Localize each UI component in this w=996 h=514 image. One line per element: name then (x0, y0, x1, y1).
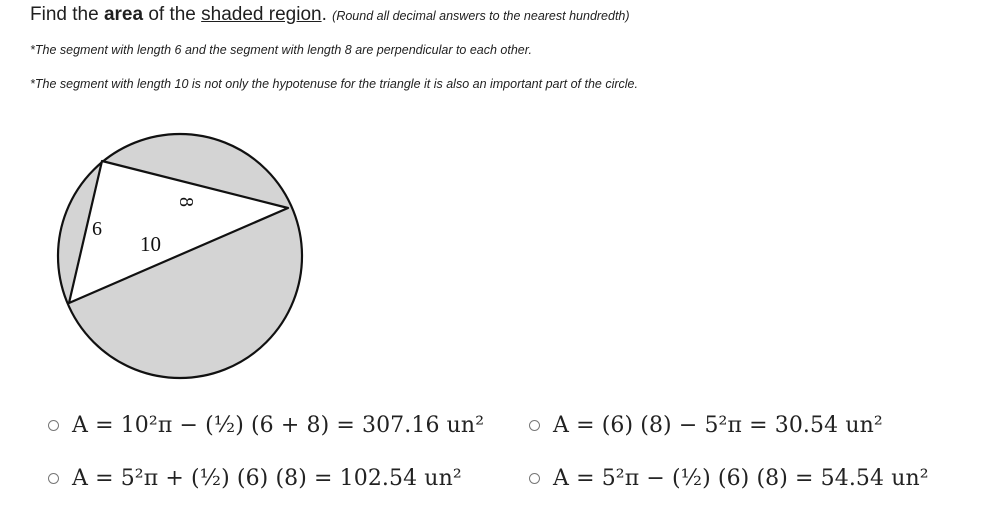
answer-choice-3[interactable] (48, 466, 462, 491)
question-prefix: Find the (30, 4, 104, 25)
note-hypotenuse: *The segment with length 10 is not only the hypotenuse for the triangle it is also an important part of the circle. (30, 77, 638, 91)
question-bold-word: area (103, 4, 144, 25)
question-middle: of the (143, 4, 202, 25)
question-text (30, 3, 970, 28)
answer-choice-1[interactable] (48, 413, 484, 438)
diagram-svg (50, 128, 310, 386)
radio-button-1[interactable] (48, 420, 59, 431)
radio-button-4[interactable] (529, 473, 540, 484)
rounding-instruction: (Round all decimal answers to the nearest hundredth) (332, 9, 630, 23)
answer-formula-1: A = 10²π − (½) (6 + 8) = 307.16 un² (72, 413, 485, 438)
label-side-8: 8 (175, 197, 197, 207)
answer-choice-2[interactable] (529, 413, 883, 438)
answer-formula-4: A = 5²π − (½) (6) (8) = 54.54 un² (553, 466, 929, 491)
circle-triangle-diagram (50, 128, 310, 386)
label-hypotenuse-10: 10 (140, 232, 161, 256)
radio-button-2[interactable] (529, 420, 540, 431)
label-side-6: 6 (92, 218, 102, 240)
question-period: . (321, 4, 327, 25)
answer-formula-3: A = 5²π + (½) (6) (8) = 102.54 un² (72, 466, 462, 491)
question-underlined-term: shaded region (201, 4, 322, 25)
radio-button-3[interactable] (48, 473, 59, 484)
answer-choice-4[interactable] (529, 466, 929, 491)
answer-formula-2: A = (6) (8) − 5²π = 30.54 un² (553, 413, 883, 438)
note-perpendicular: *The segment with length 6 and the segment with length 8 are perpendicular to each other. (30, 43, 532, 57)
